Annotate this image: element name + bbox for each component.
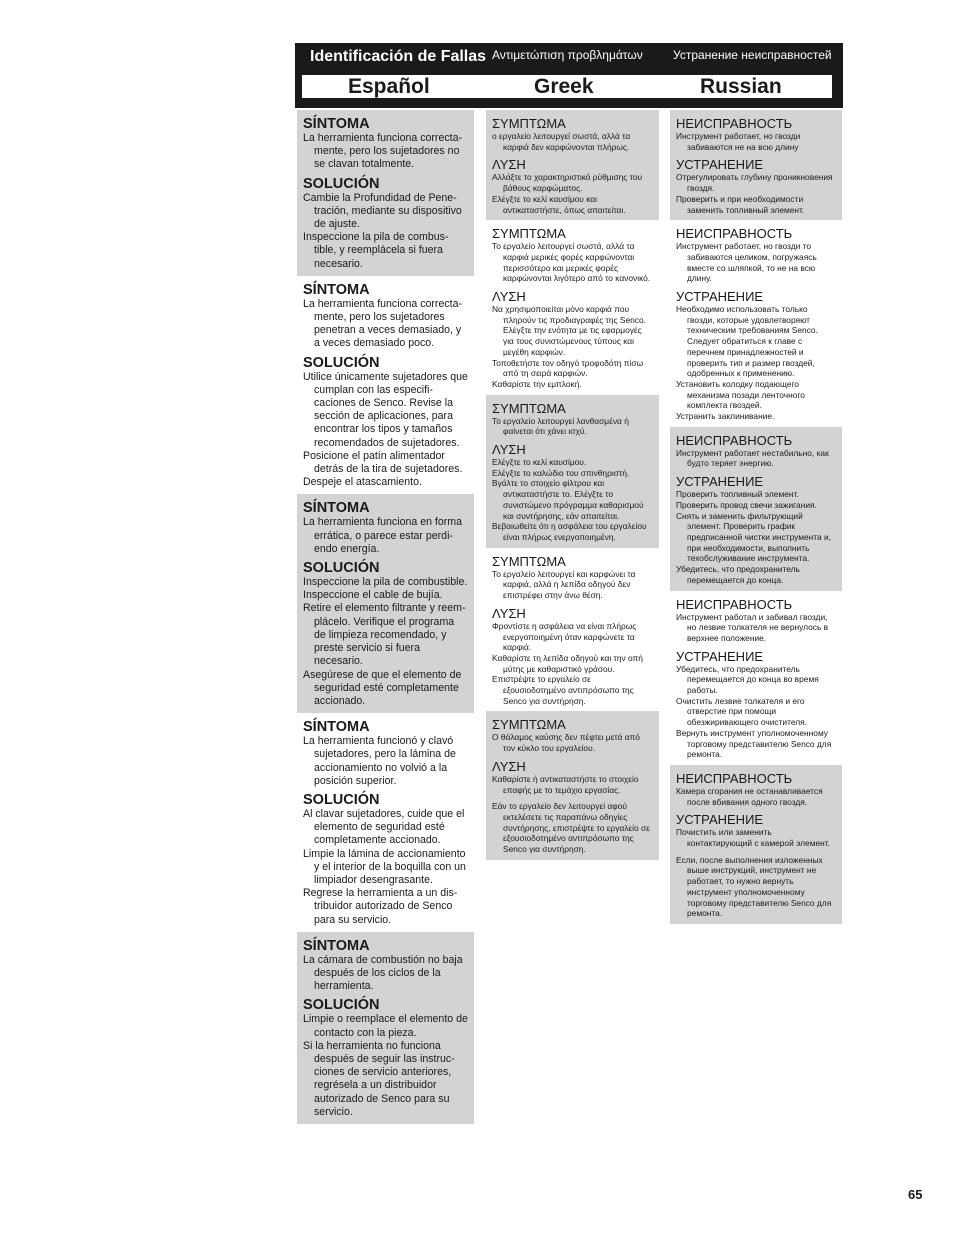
column-greek [486,110,659,860]
troubleshoot-block-3 [486,395,659,548]
troubleshoot-block-3 [670,427,842,591]
solution-heading: ΛΥΣΗ [492,758,526,774]
symptom-heading: ΣΥΜΠΤΩΜΑ [492,226,566,242]
troubleshoot-block-1 [670,110,842,220]
solution-heading: УСТРАНЕНИЕ [676,474,764,490]
symptom-text: La herramienta funciona en forma errática, o parece estar perdi-endo energía. [303,516,462,555]
solution-text: Убедитесь, что предохранитель перемещается до конца. [676,564,800,585]
solution-text: Επιστρέψτε το εργαλείο σε εξουσιοδοτημένο αντιπρόσωπο της Senco για συντήρηση. [492,674,634,706]
header-title-spanish: Identificación de Fallas [310,48,487,65]
troubleshoot-block-3 [297,494,474,713]
solution-text: Βγάλτε το στοιχείο φίλτρου και αντικαταστήστε το. Ελέγξτε το συνιστώμενο πρόγραμμα καθαρισμού και συντήρησης, εάν απαιτείται. [492,478,644,521]
symptom-heading: НЕИСПРАВНОСТЬ [676,116,793,131]
solution-text: Regrese la herramienta a un dis-tribuidor autorizado de Senco para su servicio. [303,887,458,926]
symptom-text: La herramienta funciona correcta-mente, pero los sujetadores no se clavan totalmente. [303,132,462,171]
solution-heading: ΛΥΣΗ [492,442,526,458]
solution-text: Проверить провод свечи зажигания. [676,499,817,510]
header-title-greek: Αντιμετώπιση προβλημάτων [492,48,643,62]
solution-text: Inspeccione la pila de combustible. [303,576,468,589]
symptom-heading: ΣΥΜΠΤΩΜΑ [492,717,566,733]
troubleshoot-block-4 [670,591,842,765]
symptom-text: Инструмент работал и забивал гвозди, но лезвие толкателя не вернулось в верхнее положение. [676,611,829,643]
symptom-text: Камера сгорания не останавливается после вбивания одного гвоздя. [676,785,823,807]
solution-text: Limpie la lámina de accionamiento y el interior de la boquilla con un limpiador desengrasante. [303,847,466,886]
solution-heading: ΛΥΣΗ [492,605,526,621]
solution-text: Να χρησιμοποιείται μόνο καρφιά που πληρούν τις προδιαγραφές της Senco. Ελέγξτε την ενότητα με τις εφαρμογές για τους συνιστώμενους τύπους και μεγέθη καρφιών. [492,304,646,357]
symptom-heading: ΣΥΜΠΤΩΜΑ [492,553,566,569]
solution-heading: SOLUCIÓN [303,997,380,1014]
troubleshoot-block-5 [486,711,659,859]
solution-text: Αλλάξτε το χαρακτηριστικό ρύθμισης του βάθους καρφώματος. [492,172,643,194]
symptom-text: ο εργαλείο λειτουργεί σωστά, αλλά τα καρφιά δεν καρφώνονται πλήρως. [492,131,631,152]
solution-text: Вернуть инструмент уполномоченному торговому представителю Senco для ремонта. [676,727,832,760]
solution-heading: SOLUCIÓN [303,175,380,192]
solution-text: Cambie la Profundidad de Pene-tración, mediante su dispositivo de ajuste. [303,191,462,231]
solution-text: Καθαρίστε ή αντικαταστήστε το στοιχείο επαφής με το τεμάχιο εργασίας. [492,773,639,795]
solution-text: Καθαρίστε την εμπλοκή. [492,378,582,389]
column-russian [670,110,842,924]
language-label-greek: Greek [534,75,594,98]
solution-text: Снять и заменить фильтрующий элемент. Проверить график предписанной чистки инструмента и, при необходимости, выполнить техобслуживание инструмента. [676,510,832,564]
solution-text: Убедитесь, что предохранитель перемещается до конца во время работы. [676,663,819,696]
solution-text: Καθαρίστε τη λεπίδα οδηγού και την οπή μύτης με καθαριστικό γράσου. [492,652,643,674]
language-label-spanish: Español [348,75,430,98]
solution-text: Φροντίστε η ασφάλεια να είναι πλήρως ενεργοποιημένη όταν καρφώνετε τα καρφιά. [492,620,637,653]
column-spanish [297,110,474,1124]
symptom-heading: SÍNTOMA [303,116,370,132]
symptom-heading: НЕИСПРАВНОСТЬ [676,226,793,242]
solution-text: Inspeccione la pila de combus-tible, y reemplácela si fuera necesario. [303,231,449,270]
solution-text: Εάν το εργαλείο δεν λειτουργεί αφού εκτελέσετε τις παραπάνω οδηγίες συντήρησης, επιστρέψτε το εργαλείο σε εξουσιοδοτημένο αντιπρόσωπο της Senco για συντήρηση. [492,801,650,855]
symptom-text: Ο θάλαμος καύσης δεν πέφτει μετά από τον κύκλο του εργαλείου. [492,732,640,754]
header-title-russian: Устранение неисправностей [673,48,832,62]
troubleshoot-block-5 [670,765,842,924]
solution-heading: ΛΥΣΗ [492,157,526,173]
symptom-text: Инструмент работает, но гвозди забиваются не на всю длину [676,131,801,152]
solution-text: Очистить лезвие толкателя и его отверстие при помощи обезжиривающего очистителя. [676,695,807,728]
solution-text: Τοποθετήστε τον οδηγό τροφοδότη πίσω από τη σειρά καρφιών. [492,357,644,379]
solution-text: Retire el elemento filtrante y reem-plácelo. Verifique el programa de limpieza recomendado, y preste servicio si fuera necesario. [303,602,466,668]
troubleshoot-block-1 [297,110,474,276]
solution-heading: УСТРАНЕНИЕ [676,812,764,828]
solution-heading: SOLUCIÓN [303,791,380,808]
solution-text: Βεβαιωθείτε ότι η ασφάλεια του εργαλείου είναι πλήρως ενεργοποιημένη. [492,521,647,542]
troubleshoot-block-2 [670,220,842,427]
solution-text: Ελέγξτε το κελί καυσίμου και αντικαταστήστε, όπως απαιτείται. [492,193,626,215]
solution-text: Если, после выполнения изложенных выше инструкций, инструмент не работает, то нужно вернуть инструмент уполномоченному торговому представителю Senco для ремонта. [676,854,832,919]
solution-text: Необходимо использовать только гвозди, которые удовлетворяют техническим требованиям Senco. Следует обратиться к главе с перечнем принадлежностей и проверить тип и размер гвоздей, одобренных к применению. [676,304,818,379]
solution-text: Limpie o reemplace el elemento de contacto con la pieza. [303,1013,468,1039]
symptom-text: Το εργαλείο λειτουργεί λανθασμένα ή φαίνεται ότι χάνει ισχύ. [492,415,629,437]
symptom-text: Το εργαλείο λειτουργεί σωστά, αλλά τα καρφιά μερικές φορές καρφώνονται περισσότερο και μερικές φορές καρφώνονται λιγότερο από το κανονικό. [492,241,651,284]
symptom-heading: НЕИСПРАВНОСТЬ [676,432,793,448]
solution-text: Отрегулировать глубину проникновения гвоздя. [676,172,833,194]
solution-heading: SOLUCIÓN [303,560,380,577]
solution-heading: SOLUCIÓN [303,354,380,371]
solution-heading: УСТРАНЕНИЕ [676,289,764,305]
symptom-heading: НЕИСПРАВНОСТЬ [676,770,793,786]
solution-text: Al clavar sujetadores, cuide que el elemento de seguridad esté completamente accionado. [303,807,465,847]
solution-text: Проверить и при необходимости заменить топливный элемент. [676,193,805,215]
troubleshoot-block-4 [297,713,474,932]
solution-text: Despeje el atascamiento. [303,476,422,489]
language-bar [300,73,834,100]
symptom-heading: SÍNTOMA [303,500,370,517]
troubleshoot-block-2 [486,220,659,394]
solution-text: Si la herramienta no funciona después de seguir las instruc-ciones de servicio anteriores, regrésela a un distribuidor autorizado de Senco para su servicio. [303,1039,455,1118]
solution-text: Устранить заклинивание. [676,411,775,422]
solution-text: Почистить или заменить контактирующий с камерой элемент. [676,827,830,849]
symptom-text: La herramienta funciona correcta-mente, pero los sujetadores penetran a veces demasiado, y a veces demasiado poco. [303,297,462,350]
solution-text: Ελέγξτε το καλώδιο του σπινθηριστή. [492,467,630,478]
symptom-heading: SÍNTOMA [303,719,370,736]
symptom-text: La herramienta funcionó y clavó sujetadores, pero la lámina de accionamiento no volvió a la posición superior. [303,735,456,787]
solution-heading: УСТРАНЕНИЕ [676,157,764,173]
symptom-heading: SÍNTOMA [303,937,370,954]
page-number: 65 [908,1187,923,1202]
language-label-russian: Russian [700,75,782,98]
solution-text: Utilice únicamente sujetadores que cumplan con las especifi-caciones de Senco. Revise la sección de aplicaciones, para encontrar los tipos y tamaños recomendados de sujetadores. [303,370,468,449]
troubleshoot-block-1 [486,110,659,220]
troubleshoot-block-5 [297,932,474,1124]
symptom-text: Инструмент работает, но гвозди то забиваются целиком, погружаясь вместе со шляпкой, то не на всю длину. [676,241,817,284]
solution-text: Проверить топливный элемент. [676,489,799,500]
section-header [295,43,843,108]
solution-heading: УСТРАНЕНИЕ [676,648,764,664]
solution-text: Asegúrese de que el elemento de seguridad esté completamente accionado. [303,668,462,707]
troubleshoot-block-2 [297,276,474,495]
solution-heading: ΛΥΣΗ [492,289,526,305]
solution-text: Posicione el patín alimentador detrás de la tira de sujetadores. [303,449,463,476]
symptom-heading: ΣΥΜΠΤΩΜΑ [492,400,566,416]
solution-text: Inspeccione el cable de bujía. [303,589,443,602]
symptom-text: La cámara de combustión no baja después de los ciclos de la herramienta. [303,953,463,993]
symptom-text: Το εργαλείο λειτουργεί και καρφώνει τα καρφιά, αλλά η λεπίδα οδηγού δεν επιστρέφει στην άνω θέση. [492,568,636,601]
solution-text: Ελέγξτε το κελί καυσίμου. [492,457,587,468]
symptom-heading: SÍNTOMA [303,281,370,298]
symptom-heading: ΣΥΜΠΤΩΜΑ [492,116,566,131]
symptom-text: Инструмент работает нестабильно, как будто теряет энергию. [676,447,829,469]
troubleshoot-block-4 [486,548,659,712]
solution-text: Установить колодку подающего механизма позади ленточного комплекта гвоздей. [676,378,805,411]
symptom-heading: НЕИСПРАВНОСТЬ [676,596,793,612]
